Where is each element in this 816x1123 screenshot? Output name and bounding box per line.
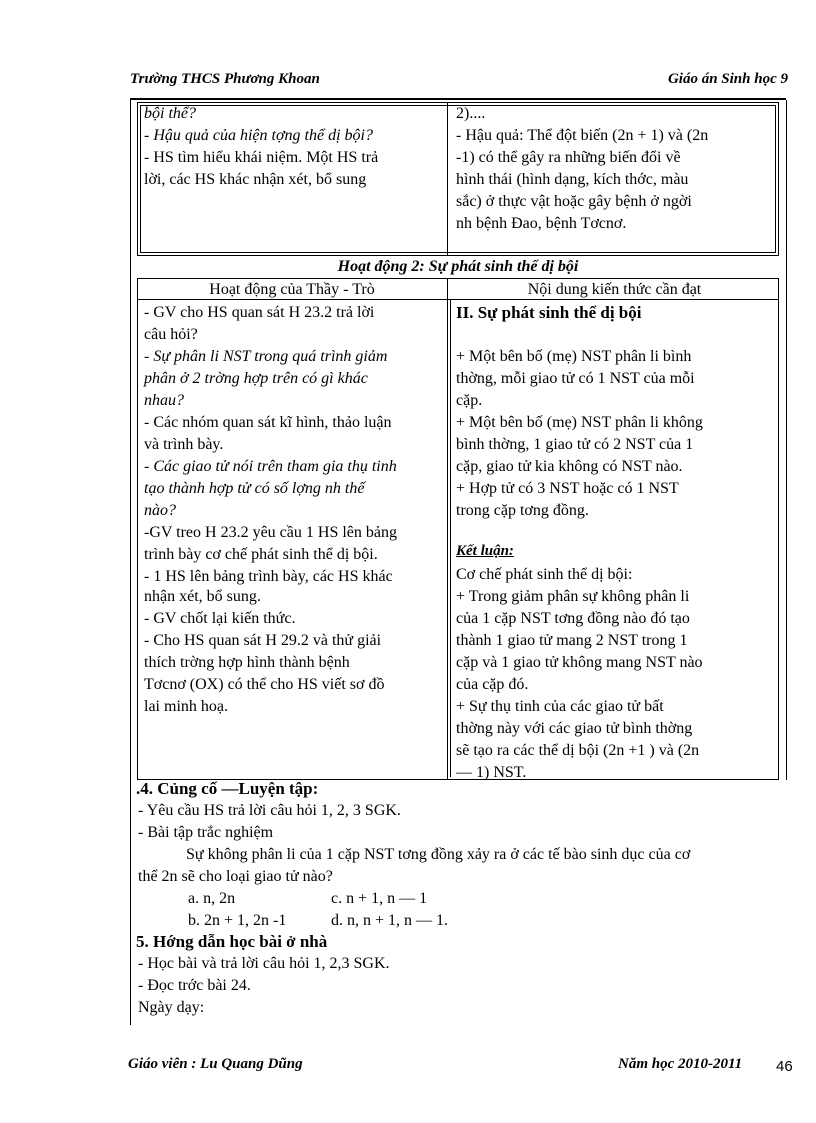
section-5-line: - Đọc trớc bài 24. (138, 977, 251, 994)
activity-left-line: nhau? (144, 392, 184, 409)
top-left-line: - Hậu quả của hiện tợng thể dị bội? (144, 127, 373, 144)
main-table-divider-inner (450, 299, 451, 777)
page-frame-left (130, 100, 131, 1025)
quiz-option: c. n + 1, n — 1 (331, 890, 428, 907)
activity-right-line: cặp, giao tử kia không có NST nào. (456, 458, 683, 475)
conclusion-line: + Sự thụ tinh của các giao tử bất (456, 698, 664, 715)
activity-right-line: thờng, mỗi giao tử có 1 NST của mỗi (456, 370, 695, 387)
top-right-line: - Hậu quả: Thể đột biến (2n + 1) và (2n (456, 127, 709, 144)
main-table-divider (447, 278, 448, 780)
section-heading: II. Sự phát sinh thể dị bội (456, 303, 642, 322)
page-number: 46 (776, 1058, 793, 1075)
conclusion-line: thành 1 giao tử mang 2 NST trong 1 (456, 632, 688, 649)
section-5-line: - Học bài và trả lời câu hỏi 1, 2,3 SGK. (138, 955, 390, 972)
header-school: Trường THCS Phương Khoan (130, 71, 320, 87)
quiz-option: a. n, 2n (188, 890, 236, 907)
footer-school-year: Năm học 2010-2011 (618, 1056, 743, 1072)
activity-left-line: câu hỏi? (144, 326, 198, 343)
activity-left-line: lai minh hoạ. (144, 698, 228, 715)
activity-left-line: - Sự phân li NST trong quá trình giảm (144, 348, 388, 365)
section-4-line: - Yêu cầu HS trả lời câu hỏi 1, 2, 3 SGK. (138, 802, 401, 819)
activity-left-line: - Các giao tử nói trên tham gia thụ tinh (144, 458, 397, 475)
activity-left-line: trình bày cơ chế phát sinh thể dị bội. (144, 546, 378, 563)
activity-left-line: -GV treo H 23.2 yêu cầu 1 HS lên bảng (144, 524, 397, 541)
activity-left-line: và trình bày. (144, 436, 224, 453)
activity-right-line: bình thờng, 1 giao tử có 2 NST của 1 (456, 436, 694, 453)
conclusion-line: Cơ chế phát sinh thể dị bội: (456, 566, 633, 583)
top-right-line: -1) có thể gây ra những biến đổi về (456, 149, 681, 166)
activity-title: Hoạt động 2: Sự phát sinh thể dị bội (337, 258, 579, 275)
conclusion-label: Kết luận: (456, 543, 514, 559)
activity-left-line: - Cho HS quan sát H 29.2 và thử giải (144, 632, 382, 649)
section-4-line: Sự không phân li của 1 cặp NST tơng đồng xảy ra ở các tế bào sinh dục của cơ (186, 846, 691, 863)
activity-left-line: Tơcnơ (OX) có thể cho HS viết sơ đồ (144, 676, 385, 693)
top-right-line: hình thái (hình dạng, kích thớc, màu (456, 171, 689, 188)
section-4-line: - Bài tập trắc nghiệm (138, 824, 274, 841)
top-right-line: 2).... (456, 105, 486, 122)
conclusion-line: — 1) NST. (456, 764, 527, 781)
section-4-line: thể 2n sẽ cho loại giao tử nào? (138, 868, 333, 885)
conclusion-line: của cặp đó. (456, 676, 529, 693)
conclusion-line: sẽ tạo ra các thể dị bội (2n +1 ) và (2n (456, 742, 700, 759)
section-5-line: Ngày dạy: (138, 999, 205, 1016)
column-header-content: Nội dung kiến thức cần đạt (527, 281, 702, 298)
activity-left-line: - GV cho HS quan sát H 23.2 trả lời (144, 304, 375, 321)
conclusion-line: cặp và 1 giao tử không mang NST nào (456, 654, 703, 671)
header-subject: Giáo án Sinh học 9 (667, 71, 788, 87)
top-left-line: bội thể? (144, 105, 196, 122)
activity-left-line: nào? (144, 502, 176, 519)
section-4-heading: .4. Củng cố —Luyện tập: (136, 779, 319, 798)
activity-right-line: trong cặp tơng đồng. (456, 502, 589, 519)
quiz-option: d. n, n + 1, n — 1. (331, 912, 449, 929)
top-left-line: - HS tìm hiểu khái niệm. Một HS trả (144, 149, 379, 166)
conclusion-line: + Trong giảm phân sự không phân li (456, 588, 690, 605)
activity-left-line: phân ở 2 trờng hợp trên có gì khác (144, 370, 368, 387)
activity-left-line: - Các nhóm quan sát kĩ hình, thảo luận (144, 414, 392, 431)
top-right-line: nh bệnh Đao, bệnh Tơcnơ. (456, 215, 627, 232)
activity-right-line: cặp. (456, 392, 483, 409)
activity-left-line: thích trờng hợp hình thành bệnh (144, 654, 350, 671)
top-left-line: lời, các HS khác nhận xét, bổ sung (144, 171, 367, 188)
quiz-option: b. 2n + 1, 2n -1 (188, 912, 287, 929)
section-5-heading: 5. Hớng dẫn học bài ở nhà (136, 932, 328, 951)
page-frame-right (786, 100, 787, 780)
conclusion-line: của 1 cặp NST tơng đồng nào đó tạo (456, 610, 690, 627)
activity-left-line: nhận xét, bổ sung. (144, 588, 261, 605)
activity-right-line: + Hợp tử có 3 NST hoặc có 1 NST (456, 480, 679, 497)
main-table-header-rule (137, 299, 779, 300)
column-header-teacher: Hoạt động của Thầy - Trò (209, 281, 375, 298)
activity-right-line: + Một bên bố (mẹ) NST phân li bình (456, 348, 692, 365)
header-rule (130, 98, 786, 100)
footer-teacher: Giáo viên : Lu Quang Dũng (128, 1056, 303, 1072)
conclusion-line: thờng này với các giao tử bình thờng (456, 720, 693, 737)
activity-left-line: - GV chốt lại kiến thức. (144, 610, 296, 627)
activity-left-line: tạo thành hợp tử có số lợng nh thế (144, 480, 365, 497)
activity-right-line: + Một bên bố (mẹ) NST phân li không (456, 414, 703, 431)
top-right-line: sắc) ở thực vật hoặc gây bệnh ở ngời (456, 193, 692, 210)
activity-left-line: - 1 HS lên bảng trình bày, các HS khác (144, 568, 393, 585)
